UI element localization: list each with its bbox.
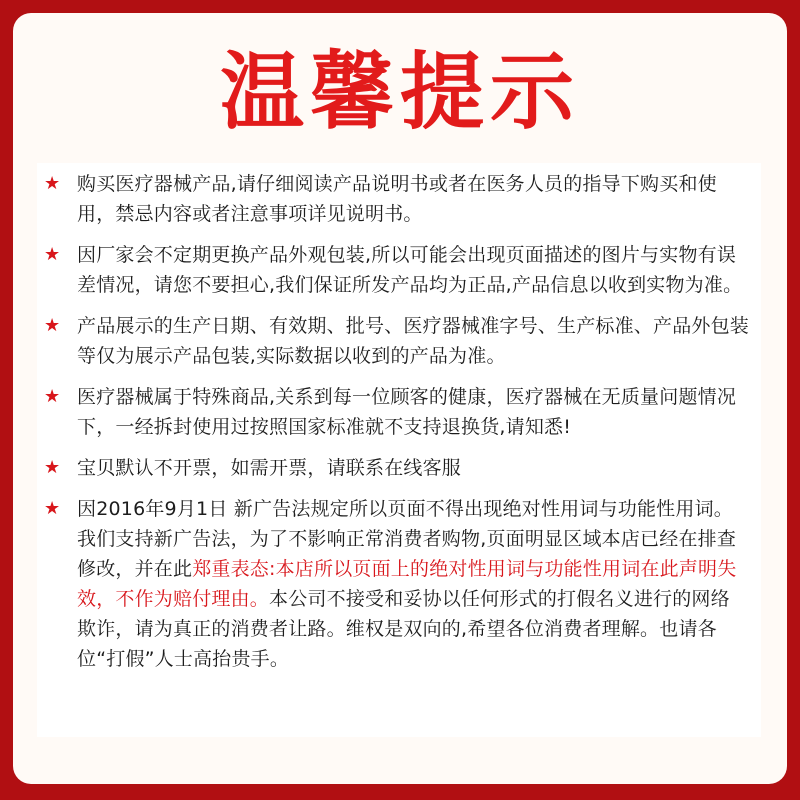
- notice-text-after: 本公司不接受和妥协以任何形式的打假名义进行的网络欺诈，请为真正的消费者让路。维权是双向的,希望各位消费者理解。也请各位“打假”人士高抬贵手。: [77, 588, 730, 670]
- notice-text: 宝贝默认不开票，如需开票，请联系在线客服: [77, 457, 462, 479]
- notice-item: [37, 382, 761, 442]
- notice-item: [37, 240, 761, 300]
- notice-item-advertising-law: [37, 494, 761, 674]
- notice-item: [37, 311, 761, 371]
- notice-text: 产品展示的生产日期、有效期、批号、医疗器械准字号、生产标准、产品外包装等仅为展示产品包装,实际数据以收到的产品为准。: [77, 315, 750, 367]
- notice-panel: [37, 163, 761, 737]
- notice-text: 医疗器械属于特殊商品,关系到每一位顾客的健康，医疗器械在无质量问题情况下，一经拆封使用过按照国家标准就不支持退换货,请知悉!: [77, 386, 737, 438]
- notice-item: [37, 169, 761, 229]
- red-star-icon: ★: [44, 315, 61, 336]
- notice-text: 购买医疗器械产品,请仔细阅读产品说明书或者在医务人员的指导下购买和使用，禁忌内容或者注意事项详见说明书。: [77, 173, 717, 225]
- notice-highlight-statement: 郑重表态:本店所以页面上的绝对性用词与功能性用词在此声明失效，不作为赔付理由。: [77, 558, 737, 610]
- red-star-icon: ★: [44, 498, 61, 519]
- notice-text-before: 因2016年9月1日 新广告法规定所以页面不得出现绝对性用词与功能性用词。我们支持新广告法，为了不影响正常消费者购物,页面明显区域本店已经在排查修改，并在此: [77, 498, 737, 580]
- red-star-icon: ★: [44, 244, 61, 265]
- notice-item: [37, 453, 761, 483]
- notice-card: [13, 13, 787, 784]
- notice-list: [37, 169, 761, 685]
- notice-text: [77, 494, 749, 674]
- notice-text: 因厂家会不定期更换产品外观包装,所以可能会出现页面描述的图片与实物有误差情况，请您不要担心,我们保证所发产品均为正品,产品信息以收到实物为准。: [77, 244, 743, 296]
- page-title: 温馨提示: [219, 43, 580, 141]
- red-star-icon: ★: [44, 173, 61, 194]
- red-star-icon: ★: [44, 457, 61, 478]
- red-star-icon: ★: [44, 386, 61, 407]
